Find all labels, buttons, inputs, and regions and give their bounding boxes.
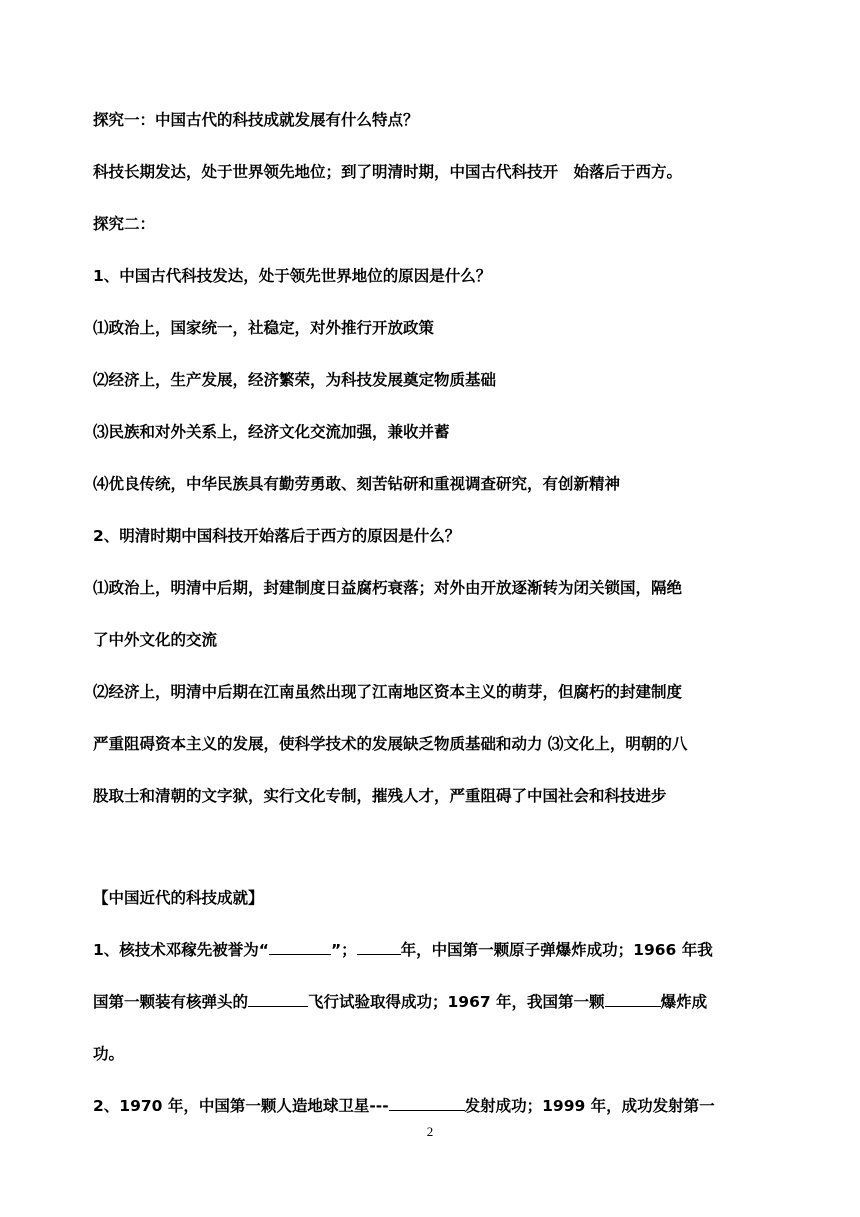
cause-2-line-3: 股取士和清朝的文字狱，实行文化专制，摧残人才，严重阻碍了中国社会和科技进步 [93, 787, 667, 805]
blank-field[interactable] [269, 940, 331, 955]
question-2-2: 2、明清时期中国科技开始落后于西方的原因是什么？ [93, 527, 461, 545]
blank-field[interactable] [605, 992, 661, 1007]
reason-3: ⑶民族和对外关系上，经济文化交流加强，兼收并蓄 [93, 423, 450, 441]
cause-1-line-1: ⑴政治上，明清中后期，封建制度日益腐朽衰落；对外由开放逐渐转为闭关锁国，隔绝 [93, 579, 683, 597]
question-2-heading: 探究二： [93, 215, 156, 233]
fill-line-2: 国第一颗装有核弹头的 飞行试验取得成功；1967 年，我国第一颗 爆炸成 [93, 993, 708, 1011]
question-2-1: 1、中国古代科技发达，处于领先世界地位的原因是什么？ [93, 267, 492, 285]
fill-line-1: 1、核技术邓稼先被誉为“ ”； 年，中国第一颗原子弹爆炸成功；1966 年我 [93, 941, 713, 959]
blank-field[interactable] [248, 992, 308, 1007]
blank-field[interactable] [389, 1096, 465, 1111]
cause-1-line-2: 了中外文化的交流 [93, 631, 218, 649]
blank-field[interactable] [357, 940, 401, 955]
cause-2-line-1: ⑵经济上，明清中后期在江南虽然出现了江南地区资本主义的萌芽，但腐朽的封建制度 [93, 683, 683, 701]
reason-1: ⑴政治上，国家统一，社稳定，对外推行开放政策 [93, 319, 435, 337]
answer-1: 科技长期发达，处于世界领先地位；到了明清时期，中国古代科技开 始落后于西方。 [93, 163, 683, 181]
section-heading: 【中国近代的科技成就】 [93, 889, 264, 907]
fill-line-3: 功。 [93, 1045, 125, 1063]
question-1: 探究一：中国古代的科技成就发展有什么特点？ [93, 111, 419, 129]
cause-2-line-2: 严重阻碍资本主义的发展，使科学技术的发展缺乏物质基础和动力 ⑶文化上，明朝的八 [93, 735, 688, 753]
fill-line-4: 2、1970 年，中国第一颗人造地球卫星--- 发射成功；1999 年，成功发射第一 [93, 1097, 715, 1115]
reason-2: ⑵经济上，生产发展，经济繁荣，为科技发展奠定物质基础 [93, 371, 497, 389]
page-number: 2 [426, 1124, 434, 1139]
reason-4: ⑷优良传统，中华民族具有勤劳勇敢、刻苦钻研和重视调查研究，有创新精神 [93, 475, 621, 493]
